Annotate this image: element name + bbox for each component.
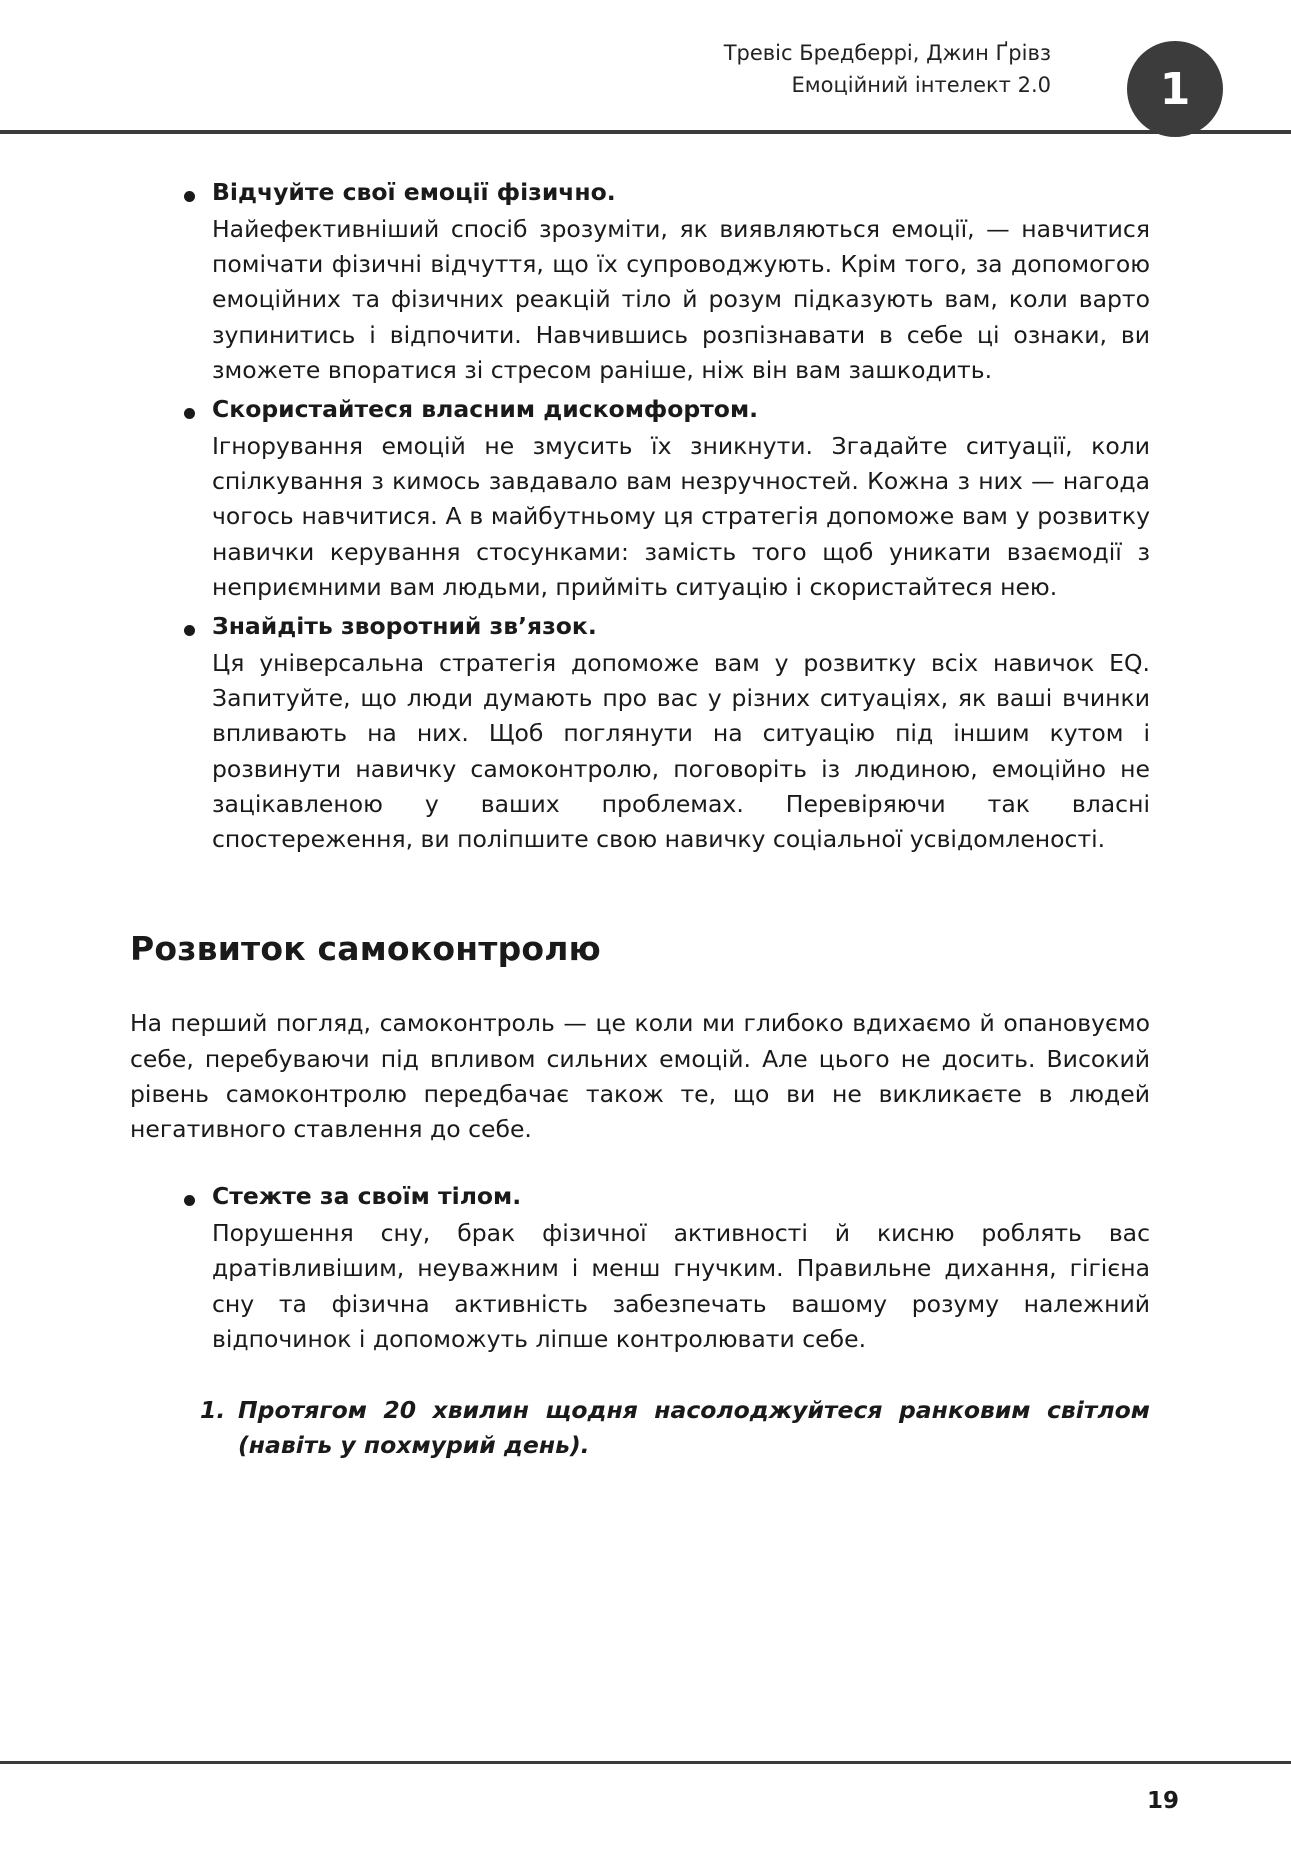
page-header (0, 0, 1291, 140)
bullet-body: Порушення сну, брак фізичної активності й кисню роблять вас дратівливішим, неуважним і менш гнучким. Правильне дихання, гігієна сну та фізична активність забезпечать вашому розуму належний відпочинок і допоможуть ліпше контролювати себе. (212, 1219, 1150, 1353)
bullet-title: Стежте за своїм тілом. (212, 1182, 522, 1211)
strategy-bullet-list-bottom (130, 1179, 1150, 1357)
list-item (130, 1179, 1150, 1357)
list-item-number: 1. (200, 1396, 226, 1425)
bullet-title: Відчуйте свої емоції фізично. (212, 178, 616, 206)
header-divider (0, 130, 1291, 134)
list-item (130, 392, 1150, 605)
strategy-bullet-list-top (130, 175, 1150, 857)
footer-divider (0, 1761, 1291, 1764)
bullet-body: Найефективніший спосіб зрозуміти, як виявляються емоції, — навчитися помічати фізичні відчуття, що їх супроводжують. Крім того, за допомогою емоційних та фізичних реакцій тіло й розум підказують вам, коли варто зупинитись і відпочити. Навчившись розпізнавати в себе ці ознаки, ви зможете впоратися зі стресом раніше, ніж він вам зашкодить. (212, 214, 1150, 384)
list-item (130, 1393, 1150, 1464)
running-head-authors: Тревіс Бредберрі, Джин Ґрівз (723, 41, 1051, 65)
bullet-title: Знайдіть зворотний зв’язок. (212, 612, 597, 641)
section-heading: Розвиток самоконтролю (130, 929, 601, 969)
list-item-text: Протягом 20 хвилин щодня насолоджуйтеся ранковим світлом (навіть у похмурий день). (238, 1396, 1150, 1460)
bullet-body: Ігнорування емоцій не змусить їх зникнути. Згадайте ситуації, коли спілкування з кимось завдавало вам незручностей. Кожна з них — нагода чогось навчитися. А в майбутньому ця стратегія допоможе вам у розвитку навички керування стосунками: замість того щоб уникати взаємодії з неприємними вам людьми, прийміть ситуацію і скористайтеся нею. (212, 431, 1150, 601)
chapter-number-badge: 1 (1127, 41, 1223, 137)
list-item (130, 609, 1150, 857)
page-content (130, 175, 1150, 1464)
page-number: 19 (1146, 1788, 1179, 1814)
list-item (130, 175, 1150, 388)
bullet-body: Ця універсальна стратегія допоможе вам у розвитку всіх навичок EQ. Запитуйте, що люди думають про вас у різних ситуаціях, як ваші вчинки впливають на них. Щоб поглянути на ситуацію під іншим кутом і розвинути навичку самоконтролю, поговоріть із людиною, емоційно не зацікавленою у ваших проблемах. Перевіряючи так власні спостереження, ви поліпшите свою навичку соціальної усвідомленості. (212, 648, 1150, 854)
running-head (724, 38, 1051, 101)
section-intro-paragraph: На перший погляд, самоконтроль — це коли ми глибоко вдихаємо й опановуємо себе, перебуваючи під впливом сильних емоцій. Але цього не досить. Високий рівень самоконтролю передбачає також те, що ви не викликаєте в людей негативного ставлення до себе. (130, 1009, 1150, 1144)
running-head-book-title: Емоційний інтелект 2.0 (791, 72, 1051, 97)
numbered-tip-list (130, 1393, 1150, 1464)
bullet-title: Скористайтеся власним дискомфортом. (212, 395, 759, 424)
